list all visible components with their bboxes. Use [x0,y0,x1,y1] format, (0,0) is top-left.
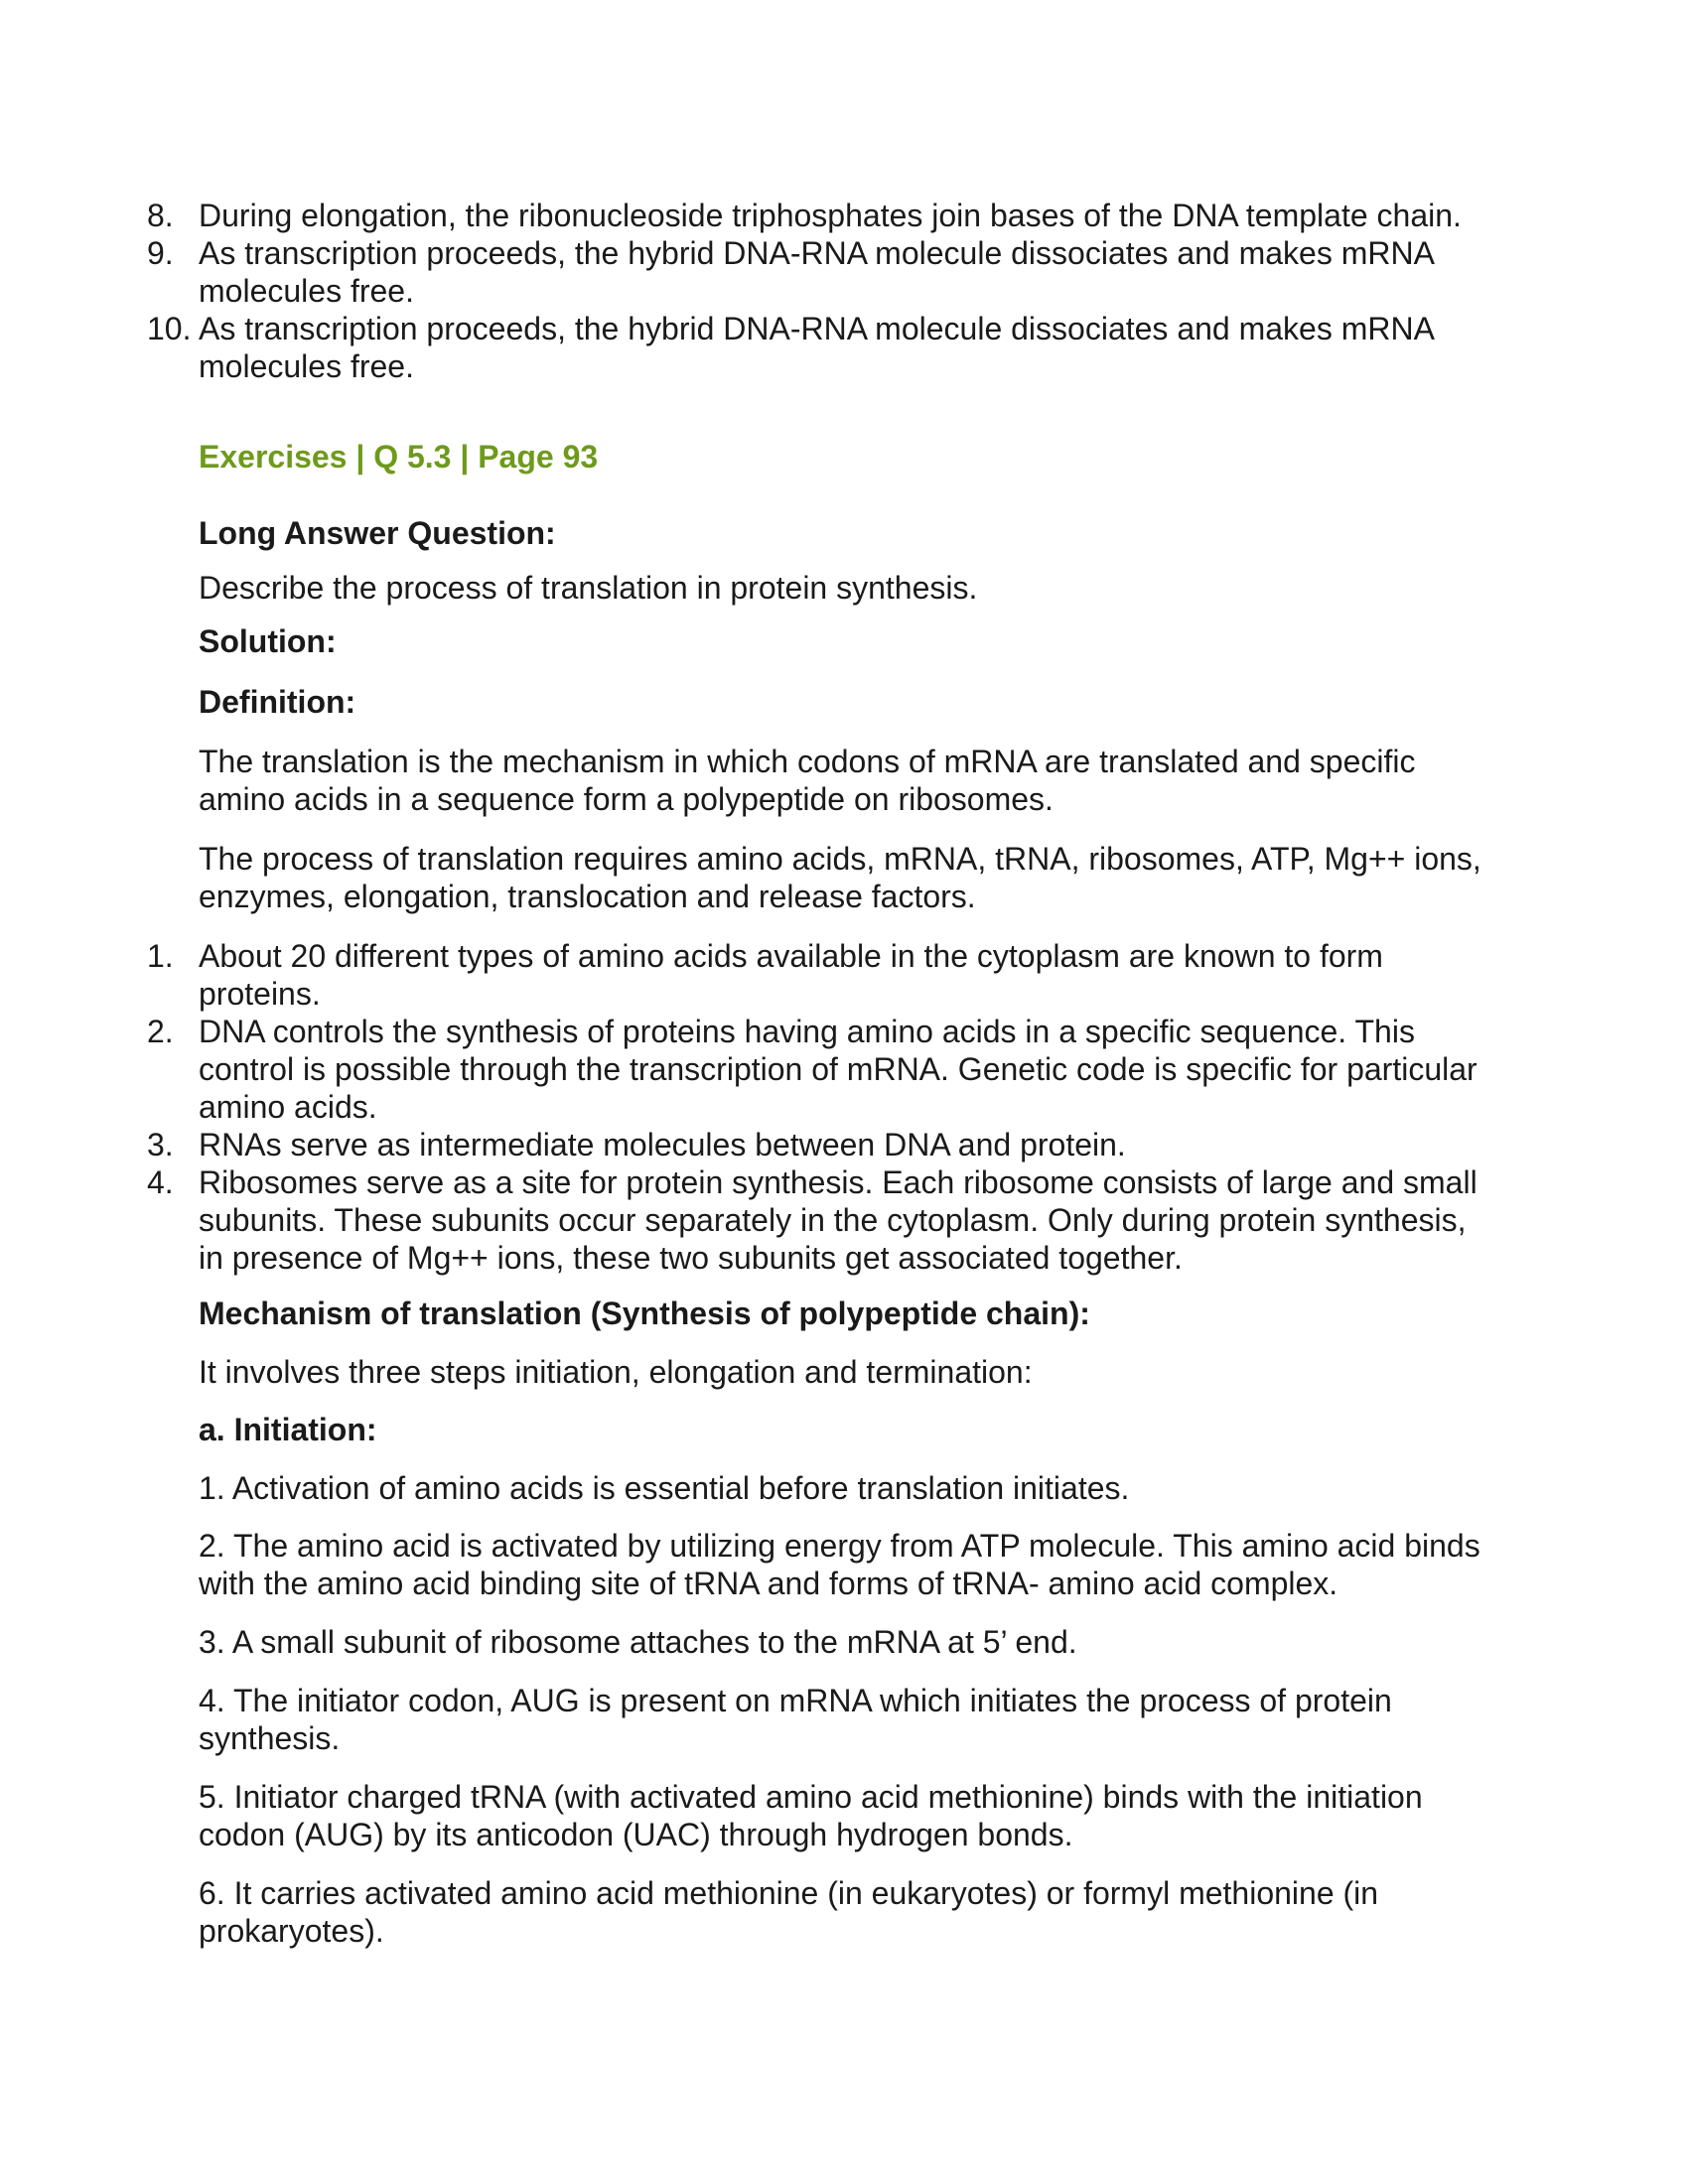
initiation-step: 1. Activation of amino acids is essential before translation initiates. [199,1470,1130,1506]
definition-paragraph: The translation is the mechanism in which codons of mRNA are translated and specific amino acids in a sequence form a polypeptide on ribosomes. [199,744,1416,817]
mechanism-heading: Mechanism of translation (Synthesis of polypeptide chain): [199,1296,1090,1331]
list-number: 2. [147,1014,174,1049]
list-item [147,310,1497,385]
list-text: About 20 different types of amino acids available in the cytoplasm are known to form proteins. [199,938,1383,1012]
question-text: Describe the process of translation in protein synthesis. [199,570,978,606]
initiation-heading: a. Initiation: [199,1412,377,1447]
requirements-paragraph: The process of translation requires amino acids, mRNA, tRNA, ribosomes, ATP, Mg++ ions, enzymes, elongation, translocation and release factors. [199,841,1481,914]
exercise-reference: Exercises | Q 5.3 | Page 93 [199,439,599,475]
initiation-step: 5. Initiator charged tRNA (with activated amino acid methionine) binds with the initiation codon (AUG) by its anticodon (UAC) through hydrogen bonds. [199,1779,1423,1852]
list-number: 3. [147,1127,174,1162]
question-type-heading: Long Answer Question: [199,515,556,551]
initiation-step: 4. The initiator codon, AUG is present on mRNA which initiates the process of protein synthesis. [199,1683,1392,1756]
list-item [147,937,1497,1013]
list-text: During elongation, the ribonucleoside triphosphates join bases of the DNA template chain. [199,198,1462,233]
transcription-list [147,197,1497,385]
list-number: 10. [147,311,192,346]
mechanism-intro: It involves three steps initiation, elongation and termination: [199,1354,1033,1390]
list-text: Ribosomes serve as a site for protein synthesis. Each ribosome consists of large and small subunits. These subunits occur separately in the cytoplasm. Only during protein synthesis, in presence of Mg++ ions, these two subunits get associated together. [199,1164,1477,1276]
list-number: 9. [147,235,174,271]
initiation-step: 6. It carries activated amino acid methionine (in eukaryotes) or formyl methionine (in prokaryotes). [199,1875,1379,1949]
list-number: 4. [147,1164,174,1200]
list-item [147,197,1497,234]
list-text: As transcription proceeds, the hybrid DNA-RNA molecule dissociates and makes mRNA molecules free. [199,311,1434,384]
list-item [147,1163,1497,1277]
initiation-step: 3. A small subunit of ribosome attaches to the mRNA at 5’ end. [199,1624,1077,1660]
list-text: RNAs serve as intermediate molecules between DNA and protein. [199,1127,1126,1162]
definition-label: Definition: [199,684,356,720]
list-item [147,234,1497,310]
list-item [147,1126,1497,1163]
list-item [147,1013,1497,1126]
list-text: DNA controls the synthesis of proteins having amino acids in a specific sequence. This control is possible through the transcription of mRNA. Genetic code is specific for particular amino acids. [199,1014,1477,1125]
requirements-list [147,937,1497,1277]
list-number: 1. [147,938,174,974]
list-number: 8. [147,198,174,233]
list-text: As transcription proceeds, the hybrid DNA-RNA molecule dissociates and makes mRNA molecules free. [199,235,1434,309]
initiation-step: 2. The amino acid is activated by utilizing energy from ATP molecule. This amino acid binds with the amino acid binding site of tRNA and forms of tRNA- amino acid complex. [199,1528,1480,1601]
solution-label: Solution: [199,623,337,659]
